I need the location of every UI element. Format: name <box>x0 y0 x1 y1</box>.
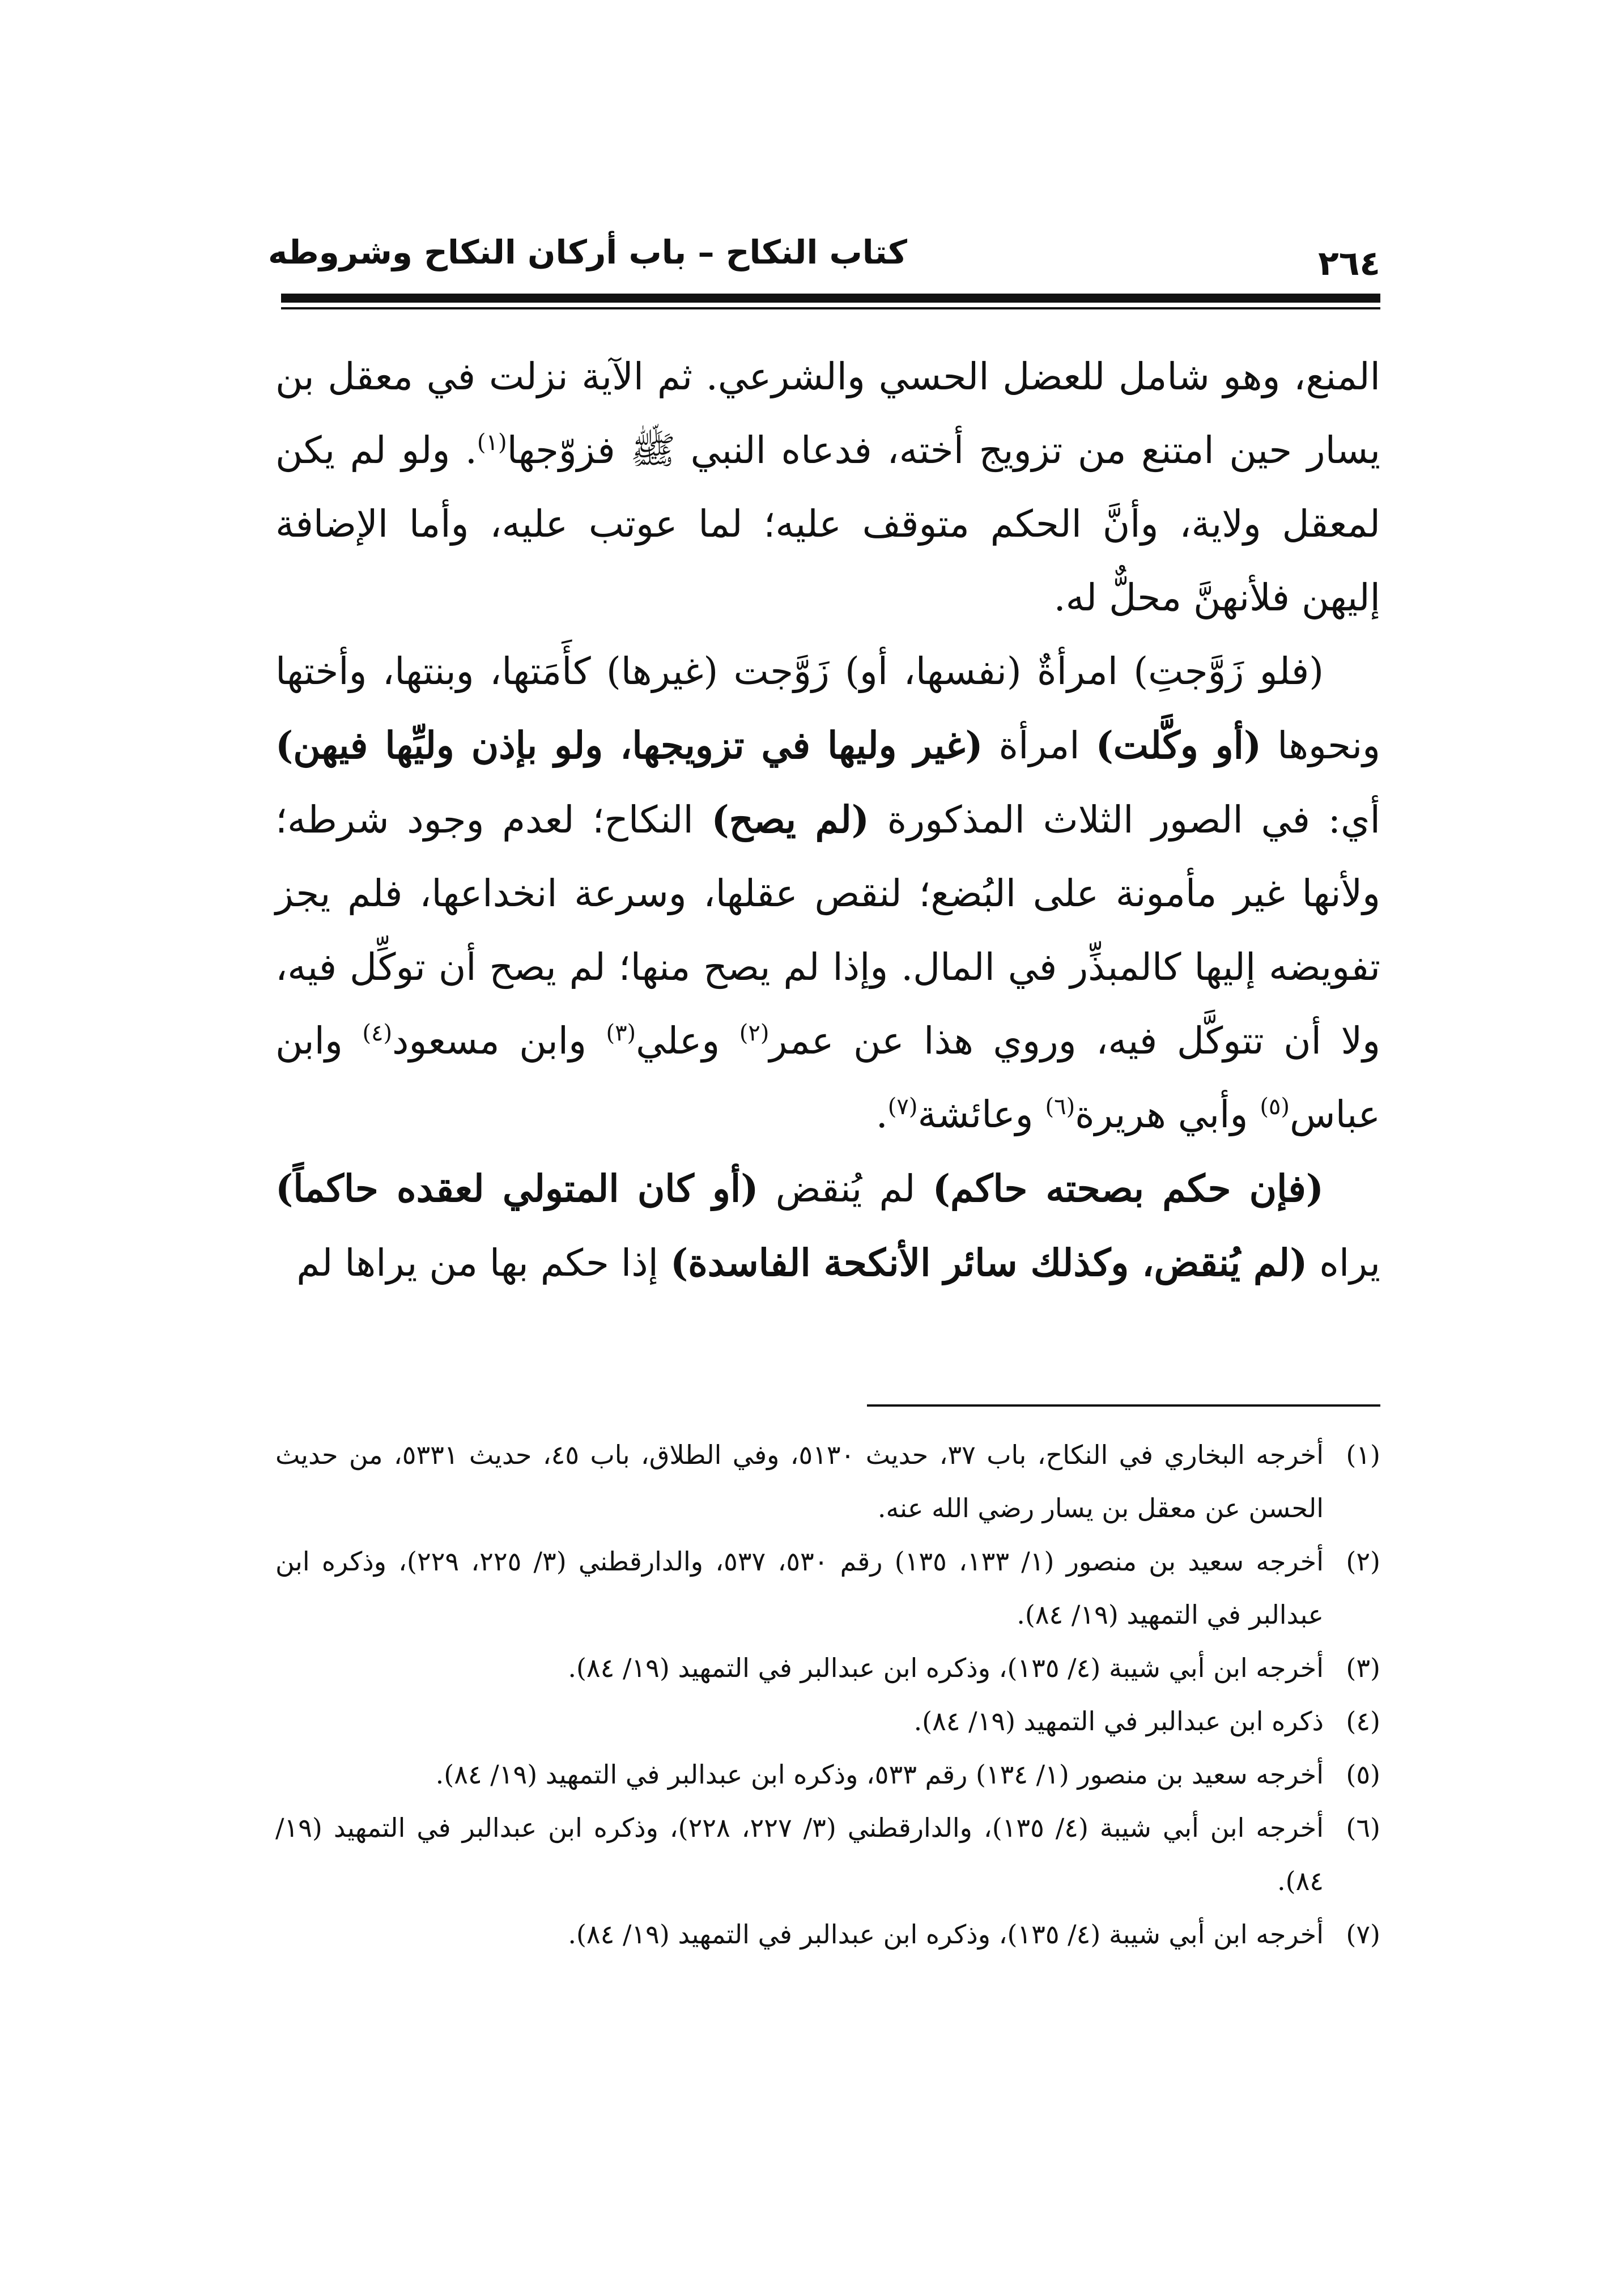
footnote-number: (٦) <box>1346 1812 1380 1843</box>
paragraph-2-text-m: . <box>875 1093 888 1136</box>
paragraph-2-text-l: وعائشة <box>917 1093 1045 1136</box>
footnote-number: (٢) <box>1346 1546 1380 1577</box>
paragraph-3-bold-c: (أو كان المتولي لعقده حاكماً) <box>275 1166 759 1211</box>
paragraph-3-text-b: لم يُنقض <box>758 1167 933 1211</box>
footnotes <box>275 1428 1380 1961</box>
footnote-text: أخرجه ابن أبي شيبة (٤/ ١٣٥)، والدارقطني (٣/ ٢٢٧، ٢٢٨)، وذكره ابن عبدالبر في التمهيد (١٩/ ٨٤). <box>275 1812 1324 1896</box>
footnote-number: (١) <box>1346 1440 1380 1470</box>
footnote-text: ذكره ابن عبدالبر في التمهيد (١٩/ ٨٤). <box>913 1706 1324 1736</box>
footnote-text: أخرجه سعيد بن منصور (١/ ١٣٤) رقم ٥٣٣، وذكره ابن عبدالبر في التمهيد (١٩/ ٨٤). <box>435 1759 1324 1790</box>
footnote-ref-4: (٤) <box>362 1020 393 1046</box>
footnote-7 <box>275 1908 1380 1961</box>
paragraph-2-text-h: وعلي <box>636 1019 739 1063</box>
paragraph-2-text-e: أي: في الصور الثلاث المذكورة <box>869 798 1380 842</box>
footnote-ref-1: (١) <box>477 430 507 456</box>
footnote-ref-5: (٥) <box>1260 1094 1290 1120</box>
header-rule-thick <box>281 294 1380 303</box>
footnote-3 <box>275 1641 1380 1695</box>
footnote-number: (٣) <box>1346 1653 1380 1683</box>
paragraph-2 <box>275 635 1380 1152</box>
footnote-6 <box>275 1801 1380 1908</box>
header-rule-thin <box>281 307 1380 309</box>
footnote-ref-6: (٦) <box>1045 1094 1075 1120</box>
page-number: ٢٦٤ <box>1318 244 1380 283</box>
paragraph-2-text-k: وأبي هريرة <box>1075 1093 1260 1136</box>
footnote-1 <box>275 1428 1380 1535</box>
running-header <box>267 227 1380 289</box>
paragraph-2-text-c: امرأة <box>983 724 1096 767</box>
footnote-number: (٥) <box>1346 1759 1380 1790</box>
paragraph-2-text-a: (فلو زَوَّجتِ) امرأةٌ (نفسها، أو) زَوَّجت (غيرها) كأَمَتها، وبنتها، وأختها ونحوها <box>275 649 1380 767</box>
footnote-5 <box>275 1748 1380 1801</box>
paragraph-3-bold-a: (فإن حكم بصحته حاكم) <box>932 1166 1324 1211</box>
footnote-number: (٧) <box>1346 1919 1380 1950</box>
footnote-ref-3: (٣) <box>606 1020 636 1046</box>
footnote-separator <box>867 1404 1380 1407</box>
paragraph-2-bold-b: (أو وكَّلت) <box>1095 723 1262 767</box>
footnote-text: أخرجه ابن أبي شيبة (٤/ ١٣٥)، وذكره ابن عبدالبر في التمهيد (١٩/ ٨٤). <box>568 1653 1324 1683</box>
footnote-ref-7: (٧) <box>887 1094 918 1120</box>
paragraph-2-bold-d: (غير وليها في تزويجها، ولو بإذن وليِّها فيهن) <box>275 723 983 767</box>
paragraph-3-text-d: يراه <box>1307 1241 1380 1285</box>
paragraph-2-text-j: وابن عباس <box>275 1019 1380 1136</box>
footnote-2 <box>275 1535 1380 1641</box>
footnote-text: أخرجه ابن أبي شيبة (٤/ ١٣٥)، وذكره ابن عبدالبر في التمهيد (١٩/ ٨٤). <box>568 1919 1324 1950</box>
footnote-text: أخرجه البخاري في النكاح، باب ٣٧، حديث ٥١٣٠، وفي الطلاق، باب ٤٥، حديث ٥٣٣١، من حديث الحسن عن معقل بن يسار رضي الله عنه. <box>275 1440 1324 1523</box>
paragraph-1-text: المنع، وهو شامل للعضل الحسي والشرعي. ثم الآية نزلت في معقل بن يسار حين امتنع من تزويج أخته، فدعاه النبي ﷺ فزوّجها <box>275 355 1380 472</box>
paragraph-1 <box>275 340 1380 635</box>
paragraph-2-bold-f: (لم يصح) <box>711 797 869 842</box>
paragraph-3-text-f: إذا حكم بها من يراها لم <box>296 1241 670 1285</box>
footnote-number: (٤) <box>1346 1706 1380 1736</box>
paragraph-2-text-g: النكاح؛ لعدم وجود شرطه؛ ولأنها غير مأمونة على البُضع؛ لنقص عقلها، وسرعة انخداعها، فلم يجز تفويضه إليها كالمبذِّر في المال. وإذا لم يصح منها؛ لم يصح أن توكِّل فيه، ولا أن تتوكَّل فيه، وروي هذا عن عمر <box>275 798 1381 1063</box>
paragraph-3 <box>275 1152 1380 1300</box>
paragraph-2-text-i: وابن مسعود <box>392 1019 606 1063</box>
footnote-text: أخرجه سعيد بن منصور (١/ ١٣٣، ١٣٥) رقم ٥٣٠، ٥٣٧، والدارقطني (٣/ ٢٢٥، ٢٢٩)، وذكره ابن عبدالبر في التمهيد (١٩/ ٨٤). <box>275 1546 1324 1630</box>
header-title: كتاب النكاح – باب أركان النكاح وشروطه <box>267 233 907 271</box>
footnote-4 <box>275 1695 1380 1748</box>
main-text <box>275 340 1380 1300</box>
paragraph-1-text-cont: . ولو لم يكن لمعقل ولاية، وأنَّ الحكم متوقف عليه؛ لما عوتب عليه، وأما الإضافة إليهن فلأنهنَّ محلٌّ له. <box>275 428 1380 619</box>
footnote-ref-2: (٢) <box>739 1020 770 1046</box>
paragraph-3-bold-e: (لم يُنقض، وكذلك سائر الأنكحة الفاسدة) <box>670 1241 1308 1285</box>
